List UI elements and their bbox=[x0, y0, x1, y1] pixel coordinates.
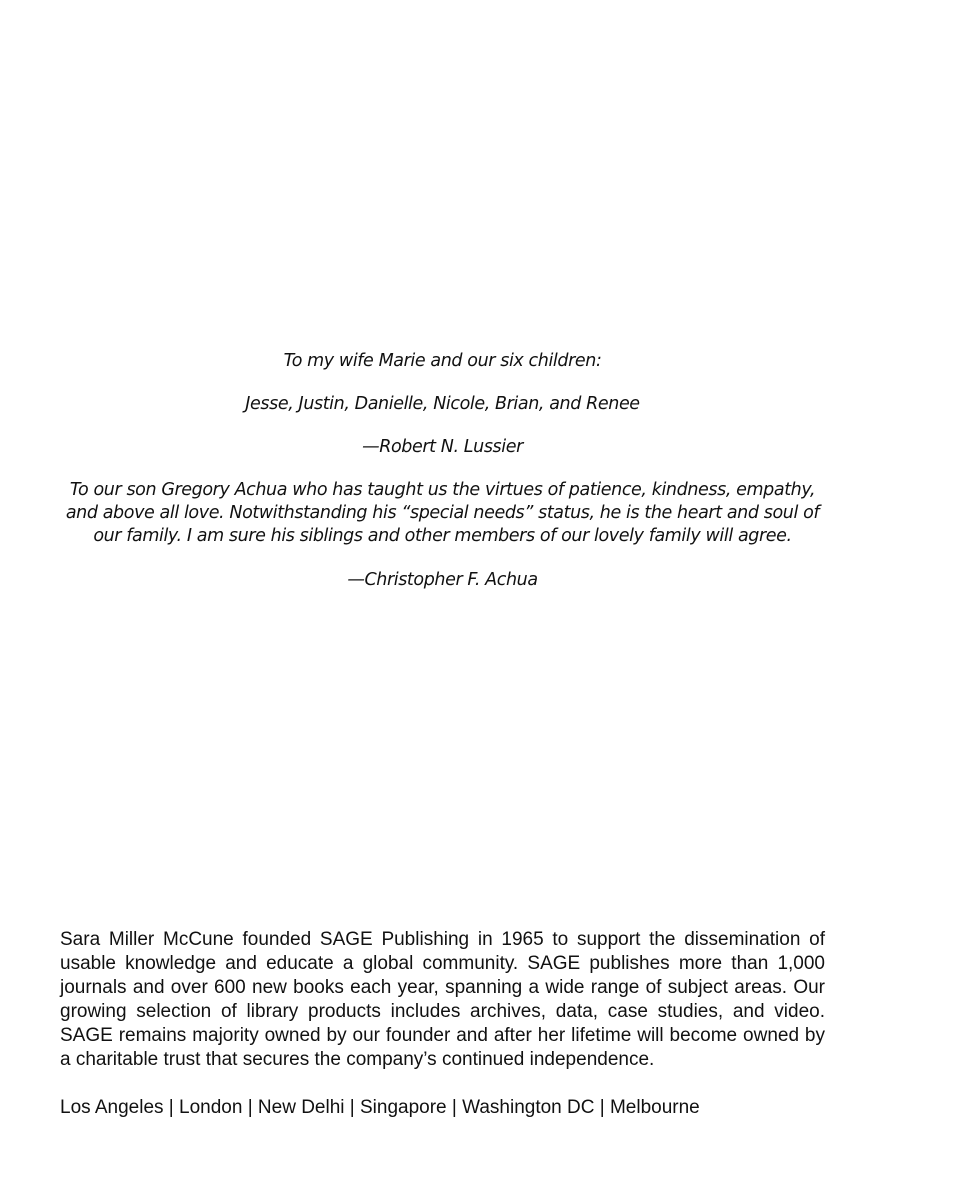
dedication-signature-lussier: —Robert N. Lussier bbox=[362, 437, 523, 457]
publisher-offices-line: Los Angeles | London | New Delhi | Singapore | Washington DC | Melbourne bbox=[60, 1097, 700, 1118]
dedication-signature-achua: —Christopher F. Achua bbox=[347, 570, 538, 590]
dedication-line-children-names: Jesse, Justin, Danielle, Nicole, Brian, and Renee bbox=[245, 394, 640, 414]
dedication-line-wife-children: To my wife Marie and our six children: bbox=[283, 351, 602, 371]
dedication-section bbox=[60, 350, 825, 612]
publisher-info-section bbox=[60, 928, 825, 1120]
dedication-paragraph-achua: To our son Gregory Achua who has taught us the virtues of patience, kindness, empathy, and above all love. Notwithstanding his “special needs” status, he is the heart and soul of our family. I am sure his siblings and other members of our lovely family will agree. bbox=[65, 480, 820, 546]
publisher-about-paragraph: Sara Miller McCune founded SAGE Publishing in 1965 to support the dissemination of usable knowledge and educate a global community. SAGE publishes more than 1,000 journals and over 600 new books each year, spanning a wide range of subject areas. Our growing selection of library products includes archives, data, case studies, and video. SAGE remains majority owned by our founder and after her lifetime will become owned by a charitable trust that secures the company’s continued independence. bbox=[60, 929, 825, 1070]
